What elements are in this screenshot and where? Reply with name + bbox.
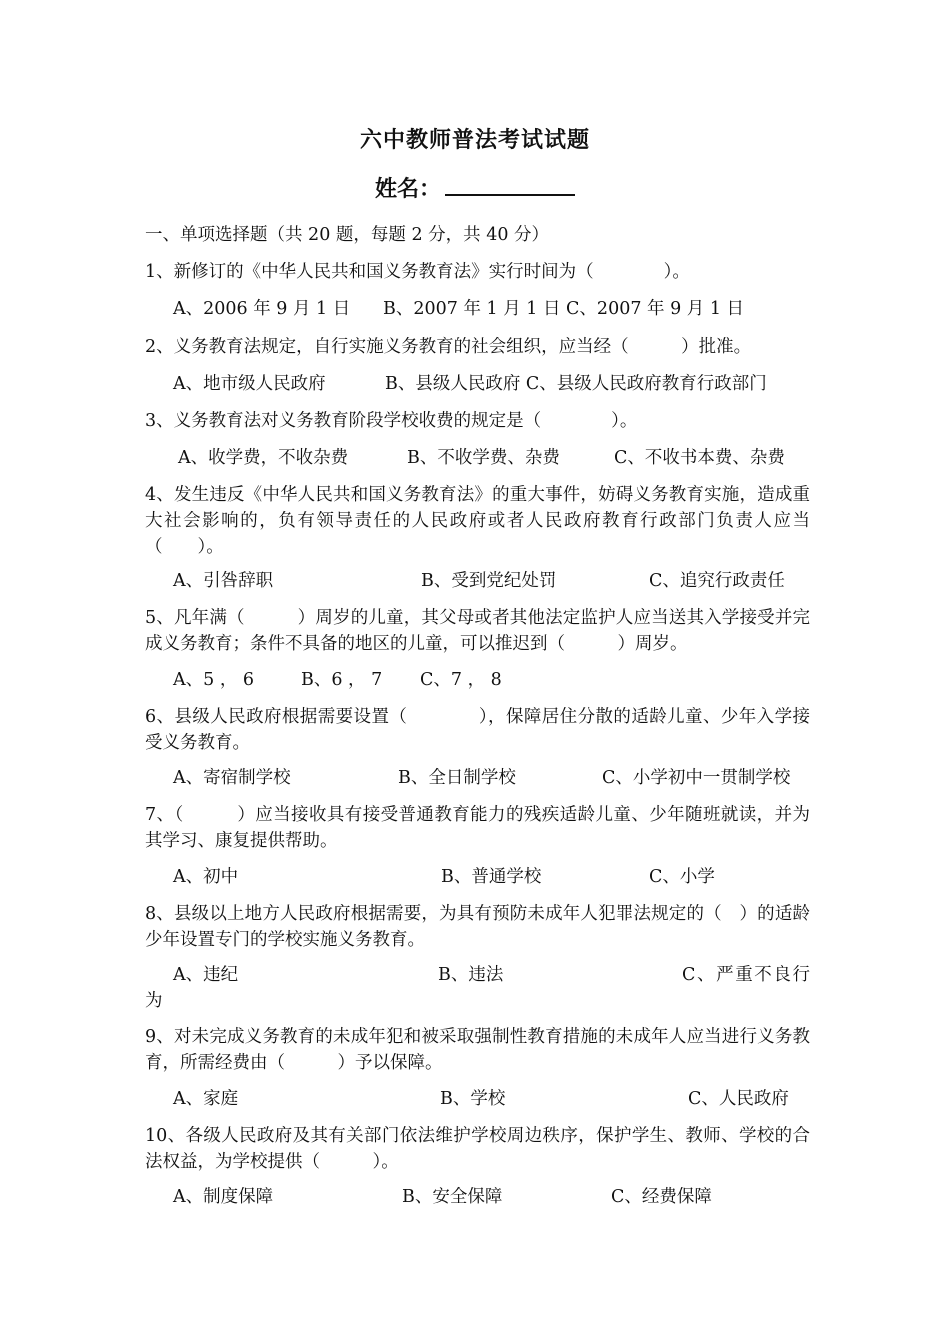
question-5: 5、凡年满（ ）周岁的儿童，其父母或者其他法定监护人应当送其入学接受并完成义务教育；条件不具备的地区的儿童，可以推迟到（ ）周岁。 [145,608,810,654]
question-3: 3、义务教育法对义务教育阶段学校收费的规定是（ ）。 [145,411,638,431]
q6-option-a: A、寄宿制学校 [173,768,291,788]
q3-option-a: A、收学费，不收杂费 [178,448,349,468]
q4-option-a: A、引咎辞职 [173,571,274,591]
exam-title: 六中教师普法考试试题 [359,127,590,153]
question-2: 2、义务教育法规定，自行实施义务教育的社会组织，应当经（ ）批准。 [145,337,752,357]
q3-option-c: C、不收书本费、杂费 [614,448,785,468]
q4-option-b: B、受到党纪处罚 [421,571,557,591]
q9-option-b: B、学校 [440,1089,506,1109]
question-8: 8、县级以上地方人民政府根据需要，为具有预防未成年人犯罪法规定的（ ）的适龄少年设置专门的学校实施义务教育。 [145,904,810,950]
name-blank-line[interactable] [445,172,575,196]
q7-option-a: A、初中 [173,867,239,887]
name-field-row [0,172,950,203]
q1-option-a: A、2006 年 9 月 1 日 [173,299,351,319]
question-7: 7、（ ）应当接收具有接受普通教育能力的残疾适龄儿童、少年随班就读，并为其学习、康复提供帮助。 [145,805,810,851]
q7-option-c: C、小学 [649,867,715,887]
q8-option-b: B、违法 [438,965,504,985]
q8-option-a: A、违纪 [173,965,239,985]
q4-option-c: C、追究行政责任 [649,571,785,591]
q8-option-c: C、严重不良行为 [145,965,810,1011]
q2-option-a: A、地市级人民政府 [173,374,326,394]
name-label: 姓名： [374,176,441,202]
question-6: 6、县级人民政府根据需要设置（ ），保障居住分散的适龄儿童、少年入学接受义务教育。 [145,707,810,753]
q1-option-bc: B、2007 年 1 月 1 日 C、2007 年 9 月 1 日 [383,299,745,319]
q9-option-c: C、人民政府 [688,1089,789,1109]
question-1: 1、新修订的《中华人民共和国义务教育法》实行时间为（ ）。 [145,262,690,282]
q7-option-b: B、普通学校 [441,867,542,887]
q10-option-c: C、经费保障 [611,1187,712,1207]
q10-option-a: A、制度保障 [173,1187,274,1207]
q6-option-b: B、全日制学校 [398,768,516,788]
q5-option-a: A、5 ， 6 [173,670,255,690]
q2-option-bc: B、县级人民政府 C、县级人民政府教育行政部门 [385,374,767,394]
q6-option-c: C、小学初中一贯制学校 [602,768,791,788]
question-10: 10、各级人民政府及其有关部门依法维护学校周边秩序，保护学生、教师、学校的合法权益，为学校提供（ ）。 [145,1126,810,1172]
q3-option-b: B、不收学费、杂费 [407,448,560,468]
q5-option-b: B、6 ， 7 [301,670,383,690]
q5-option-c: C、7 ， 8 [420,670,502,690]
question-9: 9、对未完成义务教育的未成年犯和被采取强制性教育措施的未成年人应当进行义务教育，所需经费由（ ）予以保障。 [145,1027,810,1073]
q10-option-b: B、安全保障 [402,1187,503,1207]
section-heading: 一、单项选择题（共 20 题，每题 2 分，共 40 分） [145,225,550,245]
question-4: 4、发生违反《中华人民共和国义务教育法》的重大事件，妨碍义务教育实施，造成重大社会影响的，负有领导责任的人民政府或者人民政府教育行政部门负责人应当（ ）。 [145,485,810,557]
q9-option-a: A、家庭 [173,1089,239,1109]
